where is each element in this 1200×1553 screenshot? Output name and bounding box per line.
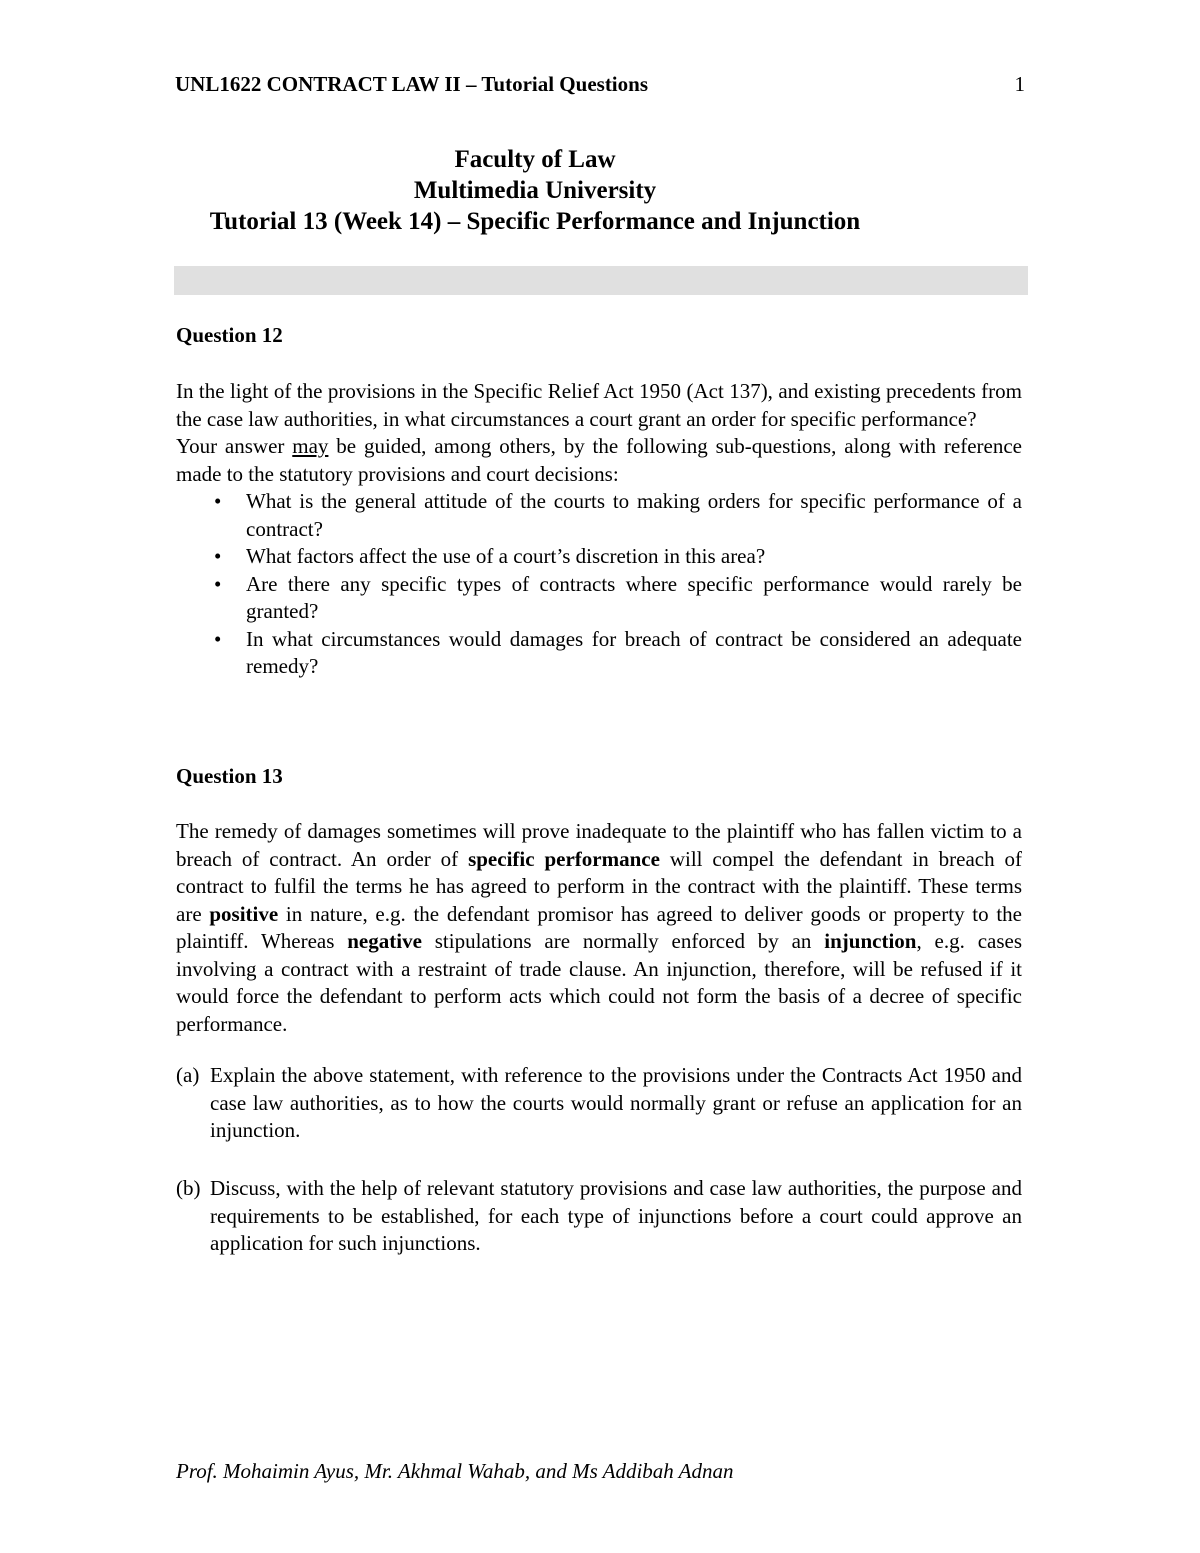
question-13-statement: The remedy of damages sometimes will prove inadequate to the plaintiff who has fallen victim to a breach of contract. An order of specific performance will compel the defendant in breach of contract to fulfil the terms he has agreed to perform in the contract with the plaintiff. These terms are positive in nature, e.g. the defendant promisor has agreed to deliver goods or property to the plaintiff. Whereas negative stipulations are normally enforced by an injunction, e.g. cases involving a contract with a restraint of trade clause. An injunction, therefore, will be refused if it would force the defendant to perform acts which could not form the basis of a decree of specific performance. — [176, 819, 1023, 1036]
footer-authors: Prof. Mohaimin Ayus, Mr. Akhmal Wahab, and Ms Addibah Adnan — [176, 1459, 734, 1483]
sub-questions-list — [176, 488, 1022, 681]
page-number: 1 — [1014, 72, 1025, 96]
university-title: Multimedia University — [413, 177, 657, 204]
part-b-marker: (b) — [176, 1176, 201, 1200]
bullet-icon: • — [214, 489, 222, 513]
list-item: • Are there any specific types of contracts where specific performance would rarely be granted? — [214, 571, 1022, 623]
running-header — [175, 72, 1025, 97]
question-13-part-a — [176, 1062, 1022, 1145]
list-item — [176, 1175, 1022, 1258]
list-item: • In what circumstances would damages for breach of contract be considered an adequate remedy? — [214, 626, 1022, 678]
underlined-may: may — [292, 434, 329, 458]
bullet-icon: • — [214, 626, 222, 651]
part-a-marker: (a) — [176, 1063, 200, 1087]
tutorial-title: Tutorial 13 (Week 14) – Specific Performance and Injunction — [209, 208, 861, 235]
question-12-intro: In the light of the provisions in the Specific Relief Act 1950 (Act 137), and existing precedents from the case law authorities, in what circumstances a court grant an order for specific performance? — [176, 379, 1022, 431]
list-item — [176, 1062, 1022, 1145]
bullet-icon: • — [214, 544, 222, 568]
course-title: UNL1622 CONTRACT LAW II – Tutorial Questions — [175, 72, 648, 96]
question-13-part-b — [176, 1175, 1022, 1258]
question-13-heading: Question 13 — [176, 764, 283, 788]
faculty-title: Faculty of Law — [454, 146, 616, 173]
bold-specific-performance: specific performance — [468, 846, 660, 871]
bold-positive: positive — [209, 901, 279, 926]
question-12-heading: Question 12 — [176, 323, 283, 347]
list-item: • What is the general attitude of the courts to making orders for specific performance of a contract? — [214, 489, 1022, 541]
question-12-body — [176, 378, 1022, 681]
part-b-text: Discuss, with the help of relevant statutory provisions and case law authorities, the purpose and requirements to be established, for each type of injunctions before a court could approve an application for such injunctions. — [210, 1176, 1022, 1255]
list-item: • What factors affect the use of a court’s discretion in this area? — [176, 543, 1022, 571]
bold-negative: negative — [347, 929, 422, 953]
question-12-guide: Your answer may be guided, among others, by the following sub-questions, along with reference made to the statutory provisions and court decisions: — [176, 434, 1023, 486]
bullet-icon: • — [214, 571, 222, 596]
part-a-text: Explain the above statement, with reference to the provisions under the Contracts Act 1950 and case law authorities, as to how the courts would normally grant or refuse an application for an injunction. — [210, 1063, 1022, 1142]
bold-injunction: injunction — [824, 929, 917, 953]
document-title-block — [0, 144, 1070, 237]
gray-divider-band — [174, 266, 1028, 295]
